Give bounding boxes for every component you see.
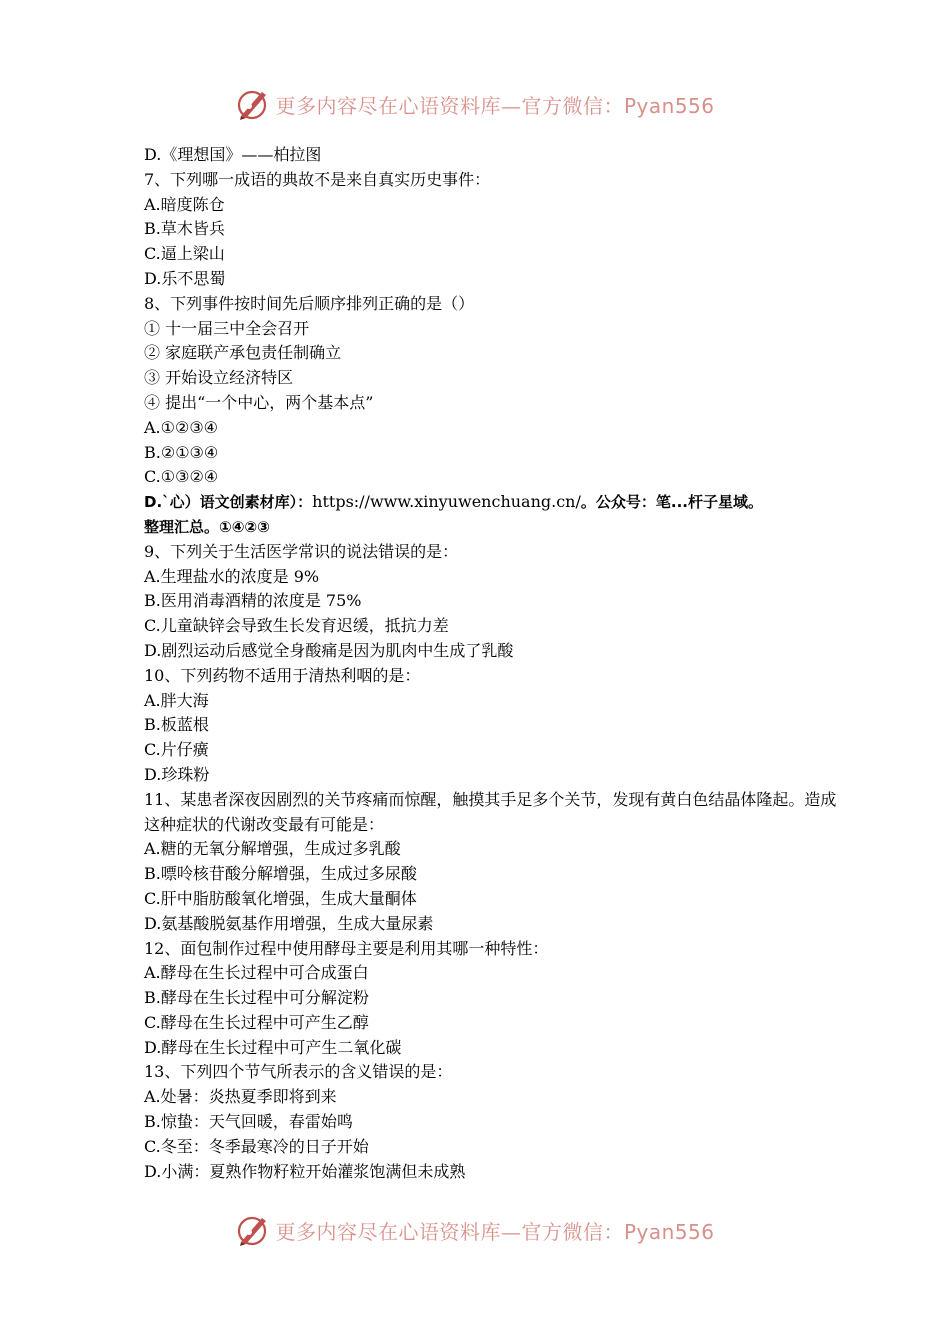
banner-text: 更多内容尽在心语资料库—官方微信：Pyan556 — [275, 93, 715, 118]
option-line: B.嘌呤核苷酸分解增强，生成过多尿酸 — [144, 864, 417, 884]
question-12: 12、面包制作过程中使用酵母主要是利用其哪一种特性： — [144, 938, 549, 958]
option-line: C.儿童缺锌会导致生长发育迟缓，抵抗力差 — [144, 616, 449, 636]
question-10: 10、下列药物不适用于清热利咽的是： — [144, 665, 421, 685]
option-line: D.小满：夏熟作物籽粒开始灌浆饱满但未成熟 — [144, 1161, 466, 1181]
question-11: 11、某患者深夜因剧烈的关节疼痛而惊醒，触摸其手足多个关节，发现有黄白色结晶体隆起。造成这种症状的代谢改变最有可能是： — [144, 789, 837, 834]
event-item: ③ 开始设立经济特区 — [144, 368, 294, 388]
option-line: A.暗度陈仓 — [144, 194, 225, 214]
option-line: A.酵母在生长过程中可合成蛋白 — [144, 963, 369, 983]
option-line: C.逼上梁山 — [144, 244, 225, 264]
option-line: C.片仔癀 — [144, 740, 209, 760]
option-line: A.生理盐水的浓度是 9% — [144, 566, 320, 586]
pen-logo-icon — [235, 1212, 271, 1248]
option-line: D.乐不思蜀 — [144, 268, 226, 288]
document-body — [144, 143, 844, 1184]
pen-logo-icon — [235, 86, 271, 122]
event-item: ① 十一届三中全会召开 — [144, 318, 310, 338]
option-line: A.糖的无氧分解增强，生成过多乳酸 — [144, 839, 401, 859]
option-line: A.①②③④ — [144, 417, 219, 437]
option-line: D.酵母在生长过程中可产生二氧化碳 — [144, 1037, 402, 1057]
event-item: ④ 提出“一个中心，两个基本点” — [144, 392, 374, 412]
option-line: A.处暑：炎热夏季即将到来 — [144, 1087, 337, 1107]
watermark-line: D.`心）语文创素材库）：https://www.xinyuwenchuang.cn/。公众号：笔...杆子星域。 — [144, 492, 763, 512]
event-item: ② 家庭联产承包责任制确立 — [144, 343, 342, 363]
question-7: 7、下列哪一成语的典故不是来自真实历史事件： — [144, 169, 491, 189]
option-line: D.剧烈运动后感觉全身酸痛是因为肌肉中生成了乳酸 — [144, 640, 514, 660]
wechat-handle: Pyan556 — [623, 1219, 715, 1244]
option-line: B.酵母在生长过程中可分解淀粉 — [144, 988, 369, 1008]
watermark-continuation: 整理汇总。①④②③ — [144, 517, 270, 536]
question-9: 9、下列关于生活医学常识的说法错误的是： — [144, 541, 459, 561]
text-line: D.《理想国》——柏拉图 — [144, 145, 322, 164]
option-line: C.①③②④ — [144, 467, 219, 487]
option-line: C.酵母在生长过程中可产生乙醇 — [144, 1012, 369, 1032]
option-line: D.珍珠粉 — [144, 764, 210, 784]
option-line: B.草木皆兵 — [144, 219, 225, 239]
option-line: B.板蓝根 — [144, 715, 209, 735]
header-banner — [0, 82, 950, 126]
question-8: 8、下列事件按时间先后顺序排列正确的是（） — [144, 293, 475, 313]
option-line: B.惊蛰：天气回暖，春雷始鸣 — [144, 1112, 353, 1132]
option-line: C.冬至：冬季最寒冷的日子开始 — [144, 1136, 369, 1156]
option-line: B.医用消毒酒精的浓度是 75% — [144, 591, 362, 611]
option-line: A.胖大海 — [144, 690, 209, 710]
footer-banner — [0, 1208, 950, 1252]
wechat-handle: Pyan556 — [623, 93, 715, 118]
option-line: B.②①③④ — [144, 442, 219, 462]
question-13: 13、下列四个节气所表示的含义错误的是： — [144, 1062, 453, 1082]
source-link[interactable]: https://www.xinyuwenchuang.cn/ — [312, 492, 581, 512]
option-line: C.肝中脂肪酸氧化增强，生成大量酮体 — [144, 888, 417, 908]
banner-text: 更多内容尽在心语资料库—官方微信：Pyan556 — [275, 1219, 715, 1244]
option-line: D.氨基酸脱氨基作用增强，生成大量尿素 — [144, 913, 434, 933]
